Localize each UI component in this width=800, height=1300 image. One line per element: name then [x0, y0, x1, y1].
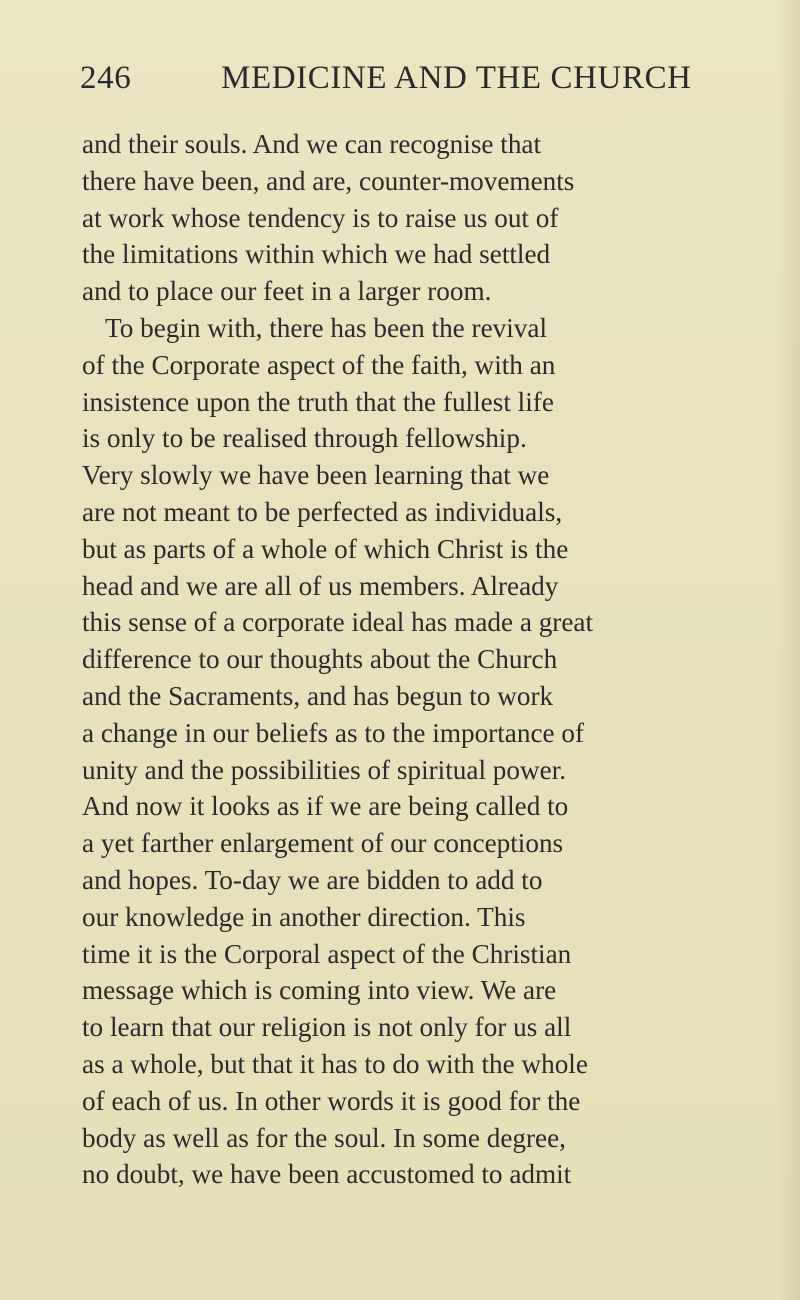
- text-line: head and we are all of us members. Already: [82, 570, 559, 601]
- page-number: 246: [80, 60, 132, 96]
- text-line: to learn that our religion is not only for us all: [82, 1012, 572, 1043]
- text-line: at work whose tendency is to raise us out of: [82, 202, 559, 233]
- text-line: and hopes. To-day we are bidden to add to: [82, 864, 543, 895]
- running-title: MEDICINE AND THE CHURCH: [221, 60, 692, 96]
- text-line: To begin with, there has been the revival: [105, 312, 548, 343]
- page-header: [80, 60, 740, 112]
- text-line: but as parts of a whole of which Christ is the: [82, 533, 569, 564]
- text-line: Very slowly we have been learning that we: [82, 460, 550, 491]
- body-text: [82, 126, 782, 1193]
- text-line: And now it looks as if we are being called to: [82, 791, 569, 822]
- text-line: and to place our feet in a larger room.: [82, 276, 492, 307]
- text-line: no doubt, we have been accustomed to admit: [82, 1159, 572, 1190]
- text-line: are not meant to be perfected as individuals,: [82, 496, 563, 527]
- text-line: this sense of a corporate ideal has made a great: [82, 607, 594, 638]
- text-line: of each of us. In other words it is good for the: [82, 1085, 581, 1116]
- text-line: there have been, and are, counter-movements: [82, 165, 575, 196]
- text-line: body as well as for the soul. In some degree,: [82, 1122, 566, 1153]
- text-line: difference to our thoughts about the Church: [82, 644, 558, 675]
- text-line: our knowledge in another direction. This: [82, 901, 526, 932]
- text-line: is only to be realised through fellowship.: [82, 423, 527, 454]
- text-line: insistence upon the truth that the fullest life: [82, 386, 554, 417]
- text-line: and their souls. And we can recognise that: [82, 129, 542, 159]
- text-line: unity and the possibilities of spiritual power.: [82, 754, 567, 785]
- text-line: the limitations within which we had settled: [82, 239, 551, 270]
- text-line: as a whole, but that it has to do with the whole: [82, 1048, 588, 1079]
- text-line: a change in our beliefs as to the importance of: [82, 717, 585, 748]
- text-line: a yet farther enlargement of our conceptions: [82, 828, 564, 859]
- text-line: and the Sacraments, and has begun to work: [82, 680, 554, 711]
- text-line: time it is the Corporal aspect of the Christian: [82, 938, 572, 969]
- text-line: of the Corporate aspect of the faith, with an: [82, 349, 556, 380]
- text-line: message which is coming into view. We are: [82, 975, 557, 1006]
